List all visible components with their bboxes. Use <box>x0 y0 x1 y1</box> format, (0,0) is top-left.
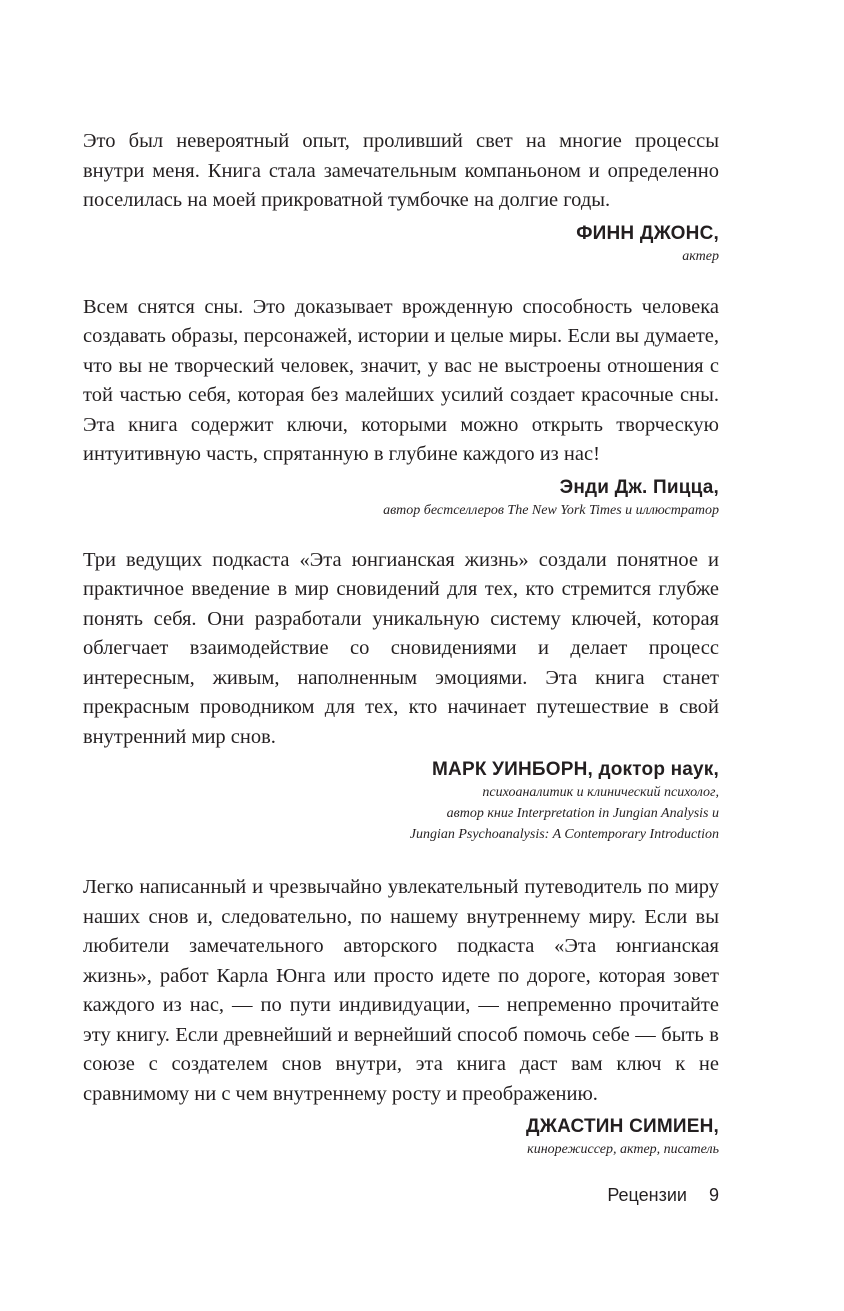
review-role-line: автор книг Interpretation in Jungian Analysis и <box>446 806 719 821</box>
review-author: МАРК УИНБОРН, доктор наук, <box>432 759 719 780</box>
review-role <box>83 500 719 521</box>
review-text: Это был невероятный опыт, проливший свет на многие процессы внутри меня. Книга стала замечательным компаньоном и определенно поселилась на моей прикроватной тумбочке на долгие годы. <box>83 130 719 211</box>
review-text: Всем снятся сны. Это доказывает врожденную способность человека создавать образы, персонажей, истории и целые миры. Если вы думаете, что вы не творческий человек, значит, у вас не выстроены отношения с той частью себя, которая без малейших усилий создает красочные сны. Эта книга содержит ключи, которыми можно открыть творческую интуитивную часть, спрятанную в глубине каждого из нас! <box>83 295 719 465</box>
review-author: ДЖАСТИН СИМИЕН, <box>526 1116 719 1137</box>
review-role-line: Jungian Psychoanalysis: A Contemporary Introduction <box>409 827 719 842</box>
review-mark-winborn <box>83 546 719 846</box>
review-justin-simien <box>83 873 719 1160</box>
review-finn-jones <box>83 127 719 267</box>
running-section-title: Рецензии <box>607 1185 687 1205</box>
review-text: Три ведущих подкаста «Эта юнгианская жизнь» создали понятное и практичное введение в мир сновидений для тех, кто стремится глубже понять себя. Они разработали уникальную систему ключей, которая облегчает взаимодействие со сновидениями и делает процесс интересным, живым, наполненным эмоциями. Эта книга станет прекрасным проводником для тех, кто начинает путешествие в свой внутренний мир снов. <box>83 548 719 748</box>
review-text: Легко написанный и чрезвычайно увлекательный путеводитель по миру наших снов и, следовательно, по нашему внутреннему миру. Если вы любители замечательного авторского подкаста «Эта юнгианская жизнь», работ Карла Юнга или просто идете по дороге, которая зовет каждого из нас, — по пути индивидуации, — непременно прочитайте эту книгу. Если древнейший и вернейший способ помочь себе — быть в союзе с создателем снов внутри, эта книга даст вам ключ к не сравнимому ни с чем внутреннему росту и преображению. <box>83 876 719 1105</box>
review-andy-pizza <box>83 293 719 521</box>
review-role-line: автор бестселлеров The New York Times и иллюстратор <box>383 502 719 518</box>
review-role-line: актер <box>682 248 719 264</box>
review-role-line: кинорежиссер, актер, писатель <box>527 1142 719 1157</box>
review-role <box>83 246 719 267</box>
page-content <box>83 127 719 1160</box>
review-role <box>83 782 719 845</box>
page-number: 9 <box>708 1185 719 1205</box>
page-footer <box>607 1183 719 1207</box>
review-author: Энди Дж. Пицца, <box>559 476 719 498</box>
review-role-line: психоаналитик и клинический психолог, <box>482 785 719 800</box>
review-role <box>83 1139 719 1160</box>
review-author: ФИНН ДЖОНС, <box>576 222 719 244</box>
